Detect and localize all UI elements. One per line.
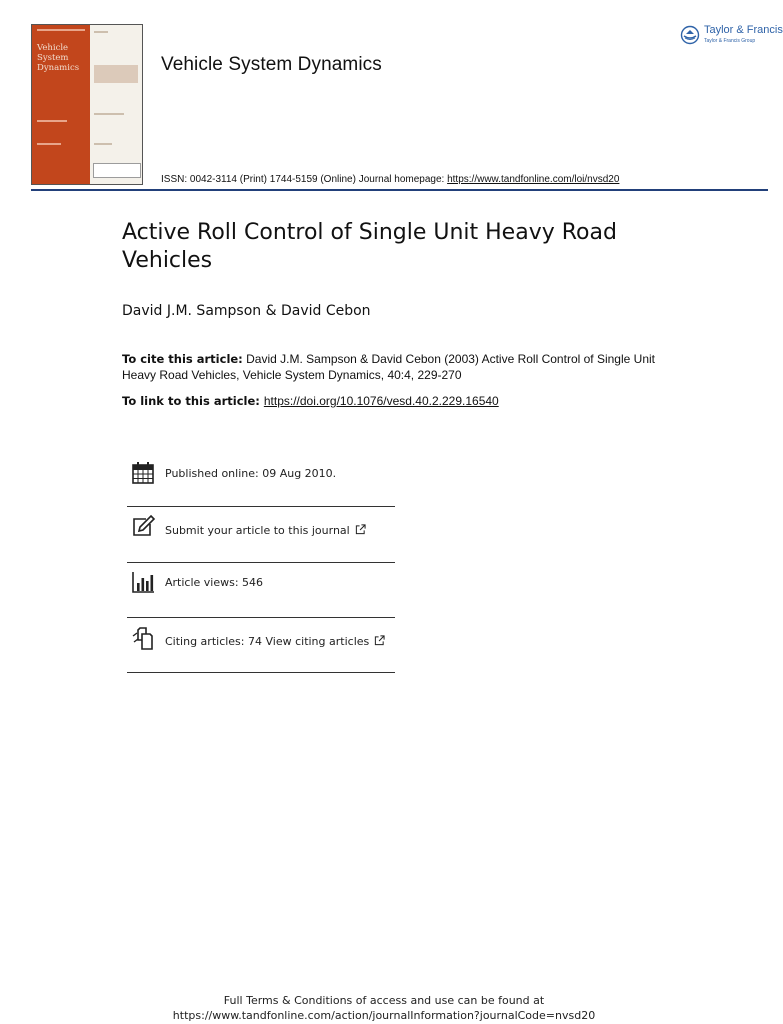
cover-title: Vehicle System Dynamics <box>37 43 80 73</box>
article-title: Active Roll Control of Single Unit Heavy Road Vehicles <box>122 220 617 273</box>
journal-name: Vehicle System Dynamics <box>161 54 382 75</box>
external-link-icon <box>355 524 366 535</box>
submit-article-link[interactable]: Submit your article to this journal <box>165 524 350 537</box>
issn-text: ISSN: 0042-3114 (Print) 1744-5159 (Online) Journal homepage: <box>161 174 448 185</box>
citation-label: To cite this article: <box>122 352 243 366</box>
citing-articles-link[interactable]: Citing articles: 74 View citing articles <box>165 635 370 648</box>
journal-cover-image <box>31 24 143 185</box>
publisher-logo-icon <box>680 25 700 45</box>
published-online-text: Published online: 09 Aug 2010. <box>165 467 337 480</box>
footer-terms-url[interactable]: https://www.tandfonline.com/action/journalInformation?journalCode=nvsd20 <box>172 1009 596 1022</box>
divider <box>127 672 395 673</box>
external-link-icon <box>374 635 385 646</box>
article-views-row <box>127 570 395 624</box>
publisher-name: Taylor & Francis <box>704 24 783 36</box>
divider <box>127 506 395 507</box>
calendar-icon <box>131 461 155 485</box>
divider <box>127 617 395 618</box>
cover-publisher-stamp <box>93 163 141 178</box>
footer-terms-text: Full Terms & Conditions of access and use can be found at <box>223 994 545 1007</box>
bar-chart-icon <box>131 570 155 594</box>
citing-articles-icon <box>131 626 155 650</box>
header-divider <box>31 189 768 191</box>
edit-icon <box>131 514 155 538</box>
publisher-group: Taylor & Francis Group <box>704 38 756 44</box>
divider <box>127 562 395 563</box>
article-authors: David J.M. Sampson & David Cebon <box>122 303 371 319</box>
doi-link[interactable]: https://doi.org/10.1076/vesd.40.2.229.16540 <box>263 394 499 408</box>
doi-label: To link to this article: <box>122 394 260 408</box>
submit-article-row[interactable] <box>127 514 395 568</box>
doi-line <box>122 394 499 408</box>
journal-homepage-link[interactable]: https://www.tandfonline.com/loi/nvsd20 <box>447 174 620 185</box>
publisher-logo[interactable] <box>678 24 783 50</box>
article-views-text: Article views: 546 <box>165 576 264 589</box>
footer-terms <box>0 993 768 1023</box>
citation-block <box>122 351 682 383</box>
issn-line <box>161 174 619 185</box>
citation-text: David J.M. Sampson & David Cebon (2003) Active Roll Control of Single Unit Heavy Road Vehicles, Vehicle System Dynamics, 40:4, 229-270 <box>122 352 655 382</box>
